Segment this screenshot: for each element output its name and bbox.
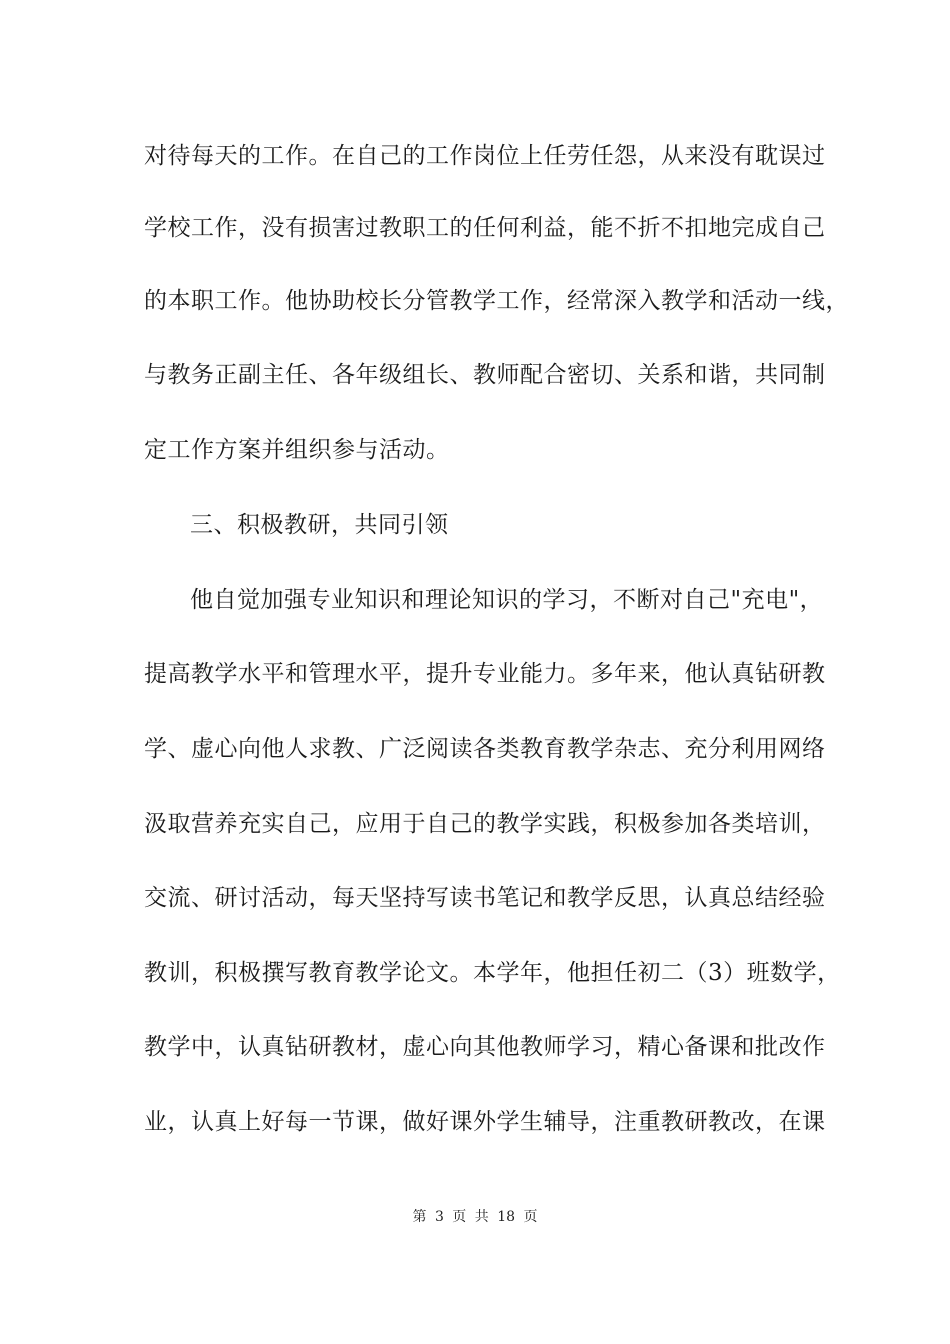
body-line-8: 提高教学水平和管理水平，提升专业能力。多年来，他认真钻研教	[144, 661, 826, 687]
body-line-12: 教训，积极撰写教育教学论文。本学年，他担任初二（3）班数学，	[144, 960, 841, 986]
body-line-4: 与教务正副主任、各年级组长、教师配合密切、关系和谐，共同制	[144, 362, 826, 388]
body-line-10: 汲取营养充实自己，应用于自己的教学实践，积极参加各类培训，	[144, 811, 826, 837]
body-line-7: 他自觉加强专业知识和理论知识的学习，不断对自己"充电"，	[190, 587, 824, 613]
page-number-footer: 第 3 页 共 18 页	[412, 1209, 538, 1225]
body-line-3: 的本职工作。他协助校长分管教学工作，经常深入教学和活动一线，	[144, 288, 849, 314]
body-line-1: 对待每天的工作。在自己的工作岗位上任劳任怨，从来没有耽误过	[144, 143, 826, 169]
body-line-14: 业，认真上好每一节课，做好课外学生辅导，注重教研教改，在课	[144, 1109, 826, 1135]
body-line-11: 交流、研讨活动，每天坚持写读书笔记和教学反思，认真总结经验	[144, 885, 826, 911]
body-line-13: 教学中，认真钻研教材，虚心向其他教师学习，精心备课和批改作	[144, 1034, 826, 1060]
body-line-9: 学、虚心向他人求教、广泛阅读各类教育教学杂志、充分利用网络	[144, 736, 826, 762]
body-line-5: 定工作方案并组织参与活动。	[144, 437, 450, 463]
section-heading: 三、积极教研，共同引领	[190, 512, 449, 538]
body-line-2: 学校工作，没有损害过教职工的任何利益，能不折不扣地完成自己	[144, 215, 826, 241]
